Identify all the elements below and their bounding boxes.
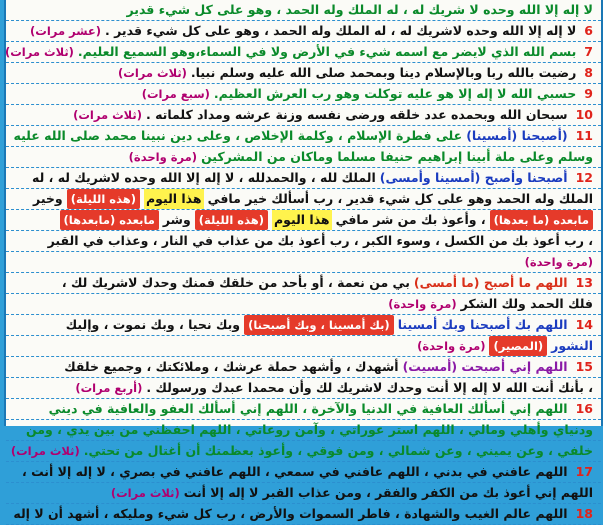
dhikr-text: اللهم إني أعوذ بك من الكفر والفقر ، ومن عذاب القبر لا إله إلا أنت (183, 485, 593, 500)
variant-badge: (هذه الليلة) (195, 210, 268, 230)
text-line (6, 189, 601, 210)
text-line (6, 483, 601, 504)
dhikr-15 (6, 357, 601, 378)
dhikr-7 (6, 42, 601, 63)
dhikr-text: وشر (162, 212, 191, 227)
variant-badge: مابعده (مابعدها) (60, 210, 159, 230)
text-line (6, 252, 601, 273)
dhikr-text: ودنياي وأهلي ومالي ، اللهم استر عوراتي ، وآمن روعاتي ، اللهم احفظني من بين يدي ، ومن (26, 422, 593, 437)
dhikr-number: 9 (584, 86, 593, 101)
repeat-count: (مرة واحدة) (524, 255, 593, 269)
adhkar-sheet (4, 0, 603, 521)
text-line (6, 294, 601, 315)
highlight: هذا اليوم (272, 210, 332, 230)
dhikr-10 (6, 105, 601, 126)
dhikr-text: على فطرة الإسلام ، وكلمة الإخلاص ، وعلى دين نبينا محمد صلى الله عليه (13, 128, 463, 143)
dhikr-text: وخير (33, 191, 63, 206)
repeat-count: (عشر مرات) (30, 24, 102, 38)
dhikr-16 (6, 399, 601, 420)
dhikr-8 (6, 63, 601, 84)
dhikr-number: 15 (575, 359, 593, 374)
dhikr-number: 14 (575, 317, 593, 332)
highlight: هذا اليوم (144, 189, 204, 209)
dhikr-number: 6 (584, 23, 593, 38)
repeat-count: (ثلاث مرات) (73, 108, 142, 122)
text-line (6, 231, 601, 252)
variant-badge: (المصير) (489, 336, 547, 356)
dhikr-text: ، وأعوذ بك من شر مافي (335, 212, 486, 227)
dhikr-number: 12 (575, 170, 593, 185)
text-line (6, 378, 601, 399)
dhikr-text: لا إله إلا الله وحده لاشريك له ، له الملك وله الحمد ، وهو على كل شيء قدير . (105, 23, 577, 38)
dhikr-text: ، بأنك أنت الله لا إله إلا أنت وحدك لاشريك لك وأن محمدا عبدك ورسولك . (146, 380, 593, 395)
repeat-count: (ثلاث مرات) (5, 45, 74, 59)
dhikr-number: 18 (575, 506, 593, 521)
text-line (6, 441, 601, 462)
dhikr-text: بسم الله الذي لايضر مع اسمه شيء في الأرض ولا في السماء،وهو السميع العليم. (77, 44, 577, 59)
text-line (6, 420, 601, 441)
variant-badge: (هذه الليلة) (67, 189, 140, 209)
dhikr-text: الملك لله ، والحمدلله ، لا إله إلا الله وحده لاشريك له ، له (31, 170, 376, 185)
dhikr-number: 11 (575, 128, 593, 143)
dhikr-text: وسلم وعلى ملة أبينا إبراهيم حنيفا مسلما وماكان من المشركين (201, 149, 593, 164)
dhikr-13 (6, 273, 601, 294)
repeat-count: (ثلاث مرات) (118, 66, 187, 80)
dhikr-text: أشهدك ، وأشهد حملة عرشك ، وملائكتك ، وجميع خلقك (64, 359, 399, 374)
repeat-count: (ثلاث مرات) (10, 444, 80, 458)
dhikr-number: 17 (575, 464, 593, 479)
dhikr-18 (6, 504, 601, 525)
dhikr-text: رضيت بالله ربا وبالإسلام دينا وبمحمد صلى الله عليه وسلم نبيا. (190, 65, 577, 80)
dhikr-6 (6, 21, 601, 42)
repeat-count: (مرة واحدة) (388, 297, 457, 311)
variant-badge: مابعده (ما بعدها) (490, 210, 593, 230)
repeat-count: (مرة واحدة) (128, 150, 198, 164)
text-line: لا إله إلا الله وحده لا شريك له ، له الملك وله الحمد ، وهو على كل شيء قدير (6, 0, 601, 21)
dhikr-variant: اللهم بك أصبحنا وبك أمسينا (397, 317, 568, 332)
repeat-count: (ثلاث مرات) (110, 486, 180, 500)
text-line (6, 336, 601, 357)
text-line (6, 147, 601, 168)
dhikr-variant: أصبحنا وأصبح (أمسينا وأمسى) (379, 170, 568, 185)
dhikr-number: 8 (584, 65, 593, 80)
dhikr-text: الملك وله الحمد وهو على كل شيء قدير ، رب أسألك خير مافي (207, 191, 593, 206)
dhikr-variant: اللهم إني أصبحت (أمسيت) (402, 359, 568, 374)
dhikr-text: اللهم عالم الغيب والشهادة ، فاطر السموات والأرض ، رب كل شيء ومليكه ، أشهد أن لا إله (13, 506, 568, 521)
repeat-count: (أربع مرات) (75, 381, 143, 395)
text-line (6, 210, 601, 231)
dhikr-number: 7 (584, 44, 593, 59)
dhikr-number: 13 (575, 275, 593, 290)
dhikr-text: اللهم عافني في بدني ، اللهم عافني في سمعي ، اللهم عافني في بصري ، لا إله إلا أنت ، (21, 464, 568, 479)
dhikr-14 (6, 315, 601, 336)
dhikr-text: وبك نحيا ، وبك نموت ، وإليك (65, 317, 241, 332)
dhikr-9 (6, 84, 601, 105)
repeat-count: (مرة واحدة) (417, 339, 486, 353)
dhikr-text: سبحان الله وبحمده عدد خلقه ورضى نفسه وزنة عرشه ومداد كلماته . (145, 107, 568, 122)
dhikr-text: فلك الحمد ولك الشكر (460, 296, 593, 311)
dhikr-text: خلفي ، وعن يميني ، وعن شمالي ، ومن فوقي ، وأعوذ بعظمتك أن أغتال من تحتي. (83, 443, 593, 458)
repeat-count: (سبع مرات) (141, 87, 210, 101)
dhikr-11 (6, 126, 601, 147)
dhikr-text: حسبي الله لا إله إلا هو عليه توكلت وهو رب العرش العظيم. (213, 86, 577, 101)
dhikr-variant: (أصبحنا (أمسينا) (466, 128, 568, 143)
dhikr-variant: اللهم ما أصبح (ما أمسى) (413, 275, 568, 290)
dhikr-text: اللهم إني أسألك العافية في الدنيا والآخرة ، اللهم إني أسألك العفو والعافية في ديني (48, 401, 568, 416)
dhikr-number: 16 (575, 401, 593, 416)
dhikr-12 (6, 168, 601, 189)
dhikr-number: 10 (575, 107, 593, 122)
dhikr-text: بي من نعمة ، أو بأحد من خلقك فمنك وحدك لاشريك لك ، (61, 275, 410, 290)
dhikr-17 (6, 462, 601, 483)
dhikr-text: ، رب أعوذ بك من الكسل ، وسوء الكبر ، رب أعوذ بك من عذاب في النار ، وعذاب في القبر (47, 233, 593, 248)
dhikr-text: النشور (551, 338, 593, 353)
variant-badge: (بك أمسينا ، وبك أصبحنا) (244, 315, 394, 335)
